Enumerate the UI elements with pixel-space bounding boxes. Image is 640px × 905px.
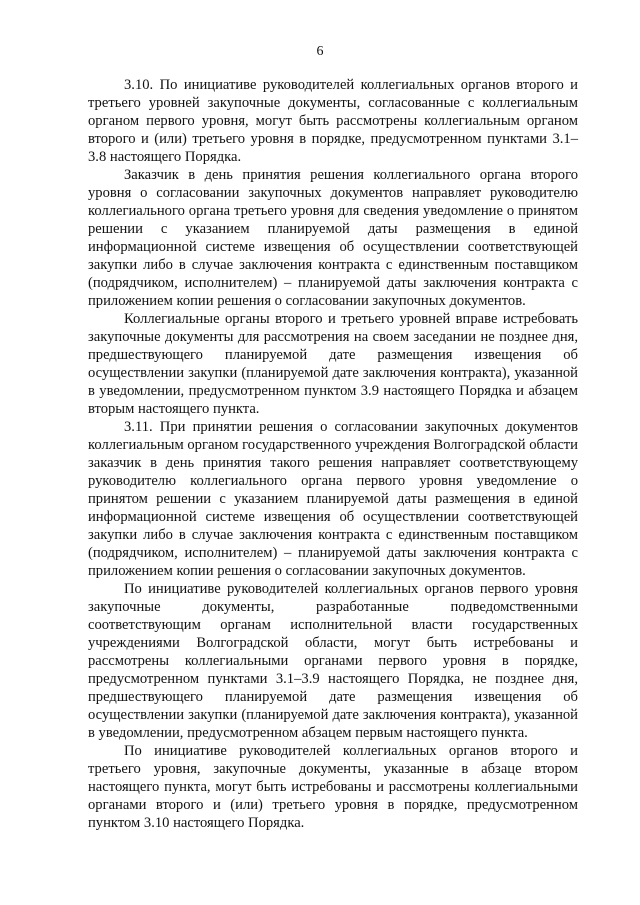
document-body (88, 76, 578, 832)
page-number: 6 (316, 44, 324, 59)
paragraph-first-level-initiative: По инициативе руководителей коллегиальных органов первого уровня закупочные документы, разработанные подведомственными соответствующим органам исполнительной власти государственных учреждениями Волгоградской области, могут быть истребованы и рассмотрены коллегиальными органами первого уровня в порядке, предусмотренном пунктами 3.1–3.9 настоящего Порядка, не позднее дня, предшествующего планируемой дате размещения извещения об осуществлении закупки (планируемой дате заключения контракта), указанной в уведомлении, предусмотренном абзацем первым настоящего пункта. (88, 581, 578, 741)
paragraph-request-documents: Коллегиальные органы второго и третьего уровней вправе истребовать закупочные документы для рассмотрения на своем заседании не позднее дня, предшествующего планируемой дате размещения извещения об осуществлении закупки (планируемой дате заключения контракта), указанной в уведомлении, предусмотренном пунктом 3.9 настоящего Порядка и абзацем вторым настоящего пункта. (88, 311, 578, 417)
paragraph-3-10: 3.10. По инициативе руководителей коллегиальных органов второго и третьего уровней закупочные документы, согласованные с коллегиальным органом первого уровня, могут быть рассмотрены коллегиальным органом второго и (или) третьего уровня в порядке, предусмотренном пунктами 3.1–3.8 настоящего Порядка. (88, 77, 578, 165)
paragraph-customer-notification: Заказчик в день принятия решения коллегиального органа второго уровня о согласовании закупочных документов направляет руководителю коллегиального органа третьего уровня для сведения уведомление о принятом решении с указанием планируемой даты размещения в единой информационной системе извещения об осуществлении соответствующей закупки либо в случае заключения контракта с единственным поставщиком (подрядчиком, исполнителем) – планируемой даты заключения контракта с приложением копии решения о согласовании закупочных документов. (88, 167, 578, 309)
paragraph-3-11: 3.11. При принятии решения о согласовании закупочных документов коллегиальным органом государственного учреждения Волгоградской области заказчик в день принятия такого решения направляет соответствующему руководителю коллегиального органа первого уровня уведомление о принятом решении с указанием планируемой даты размещения в единой информационной системе извещения об осуществлении соответствующей закупки либо в случае заключения контракта с единственным поставщиком (подрядчиком, исполнителем) – планируемой даты заключения контракта с приложением копии решения о согласовании закупочных документов. (88, 419, 578, 579)
paragraph-second-third-level-initiative: По инициативе руководителей коллегиальных органов второго и третьего уровня, закупочные документы, указанные в абзаце втором настоящего пункта, могут быть истребованы и рассмотрены коллегиальными органами второго и (или) третьего уровня в порядке, предусмотренном пунктом 3.10 настоящего Порядка. (88, 743, 578, 831)
